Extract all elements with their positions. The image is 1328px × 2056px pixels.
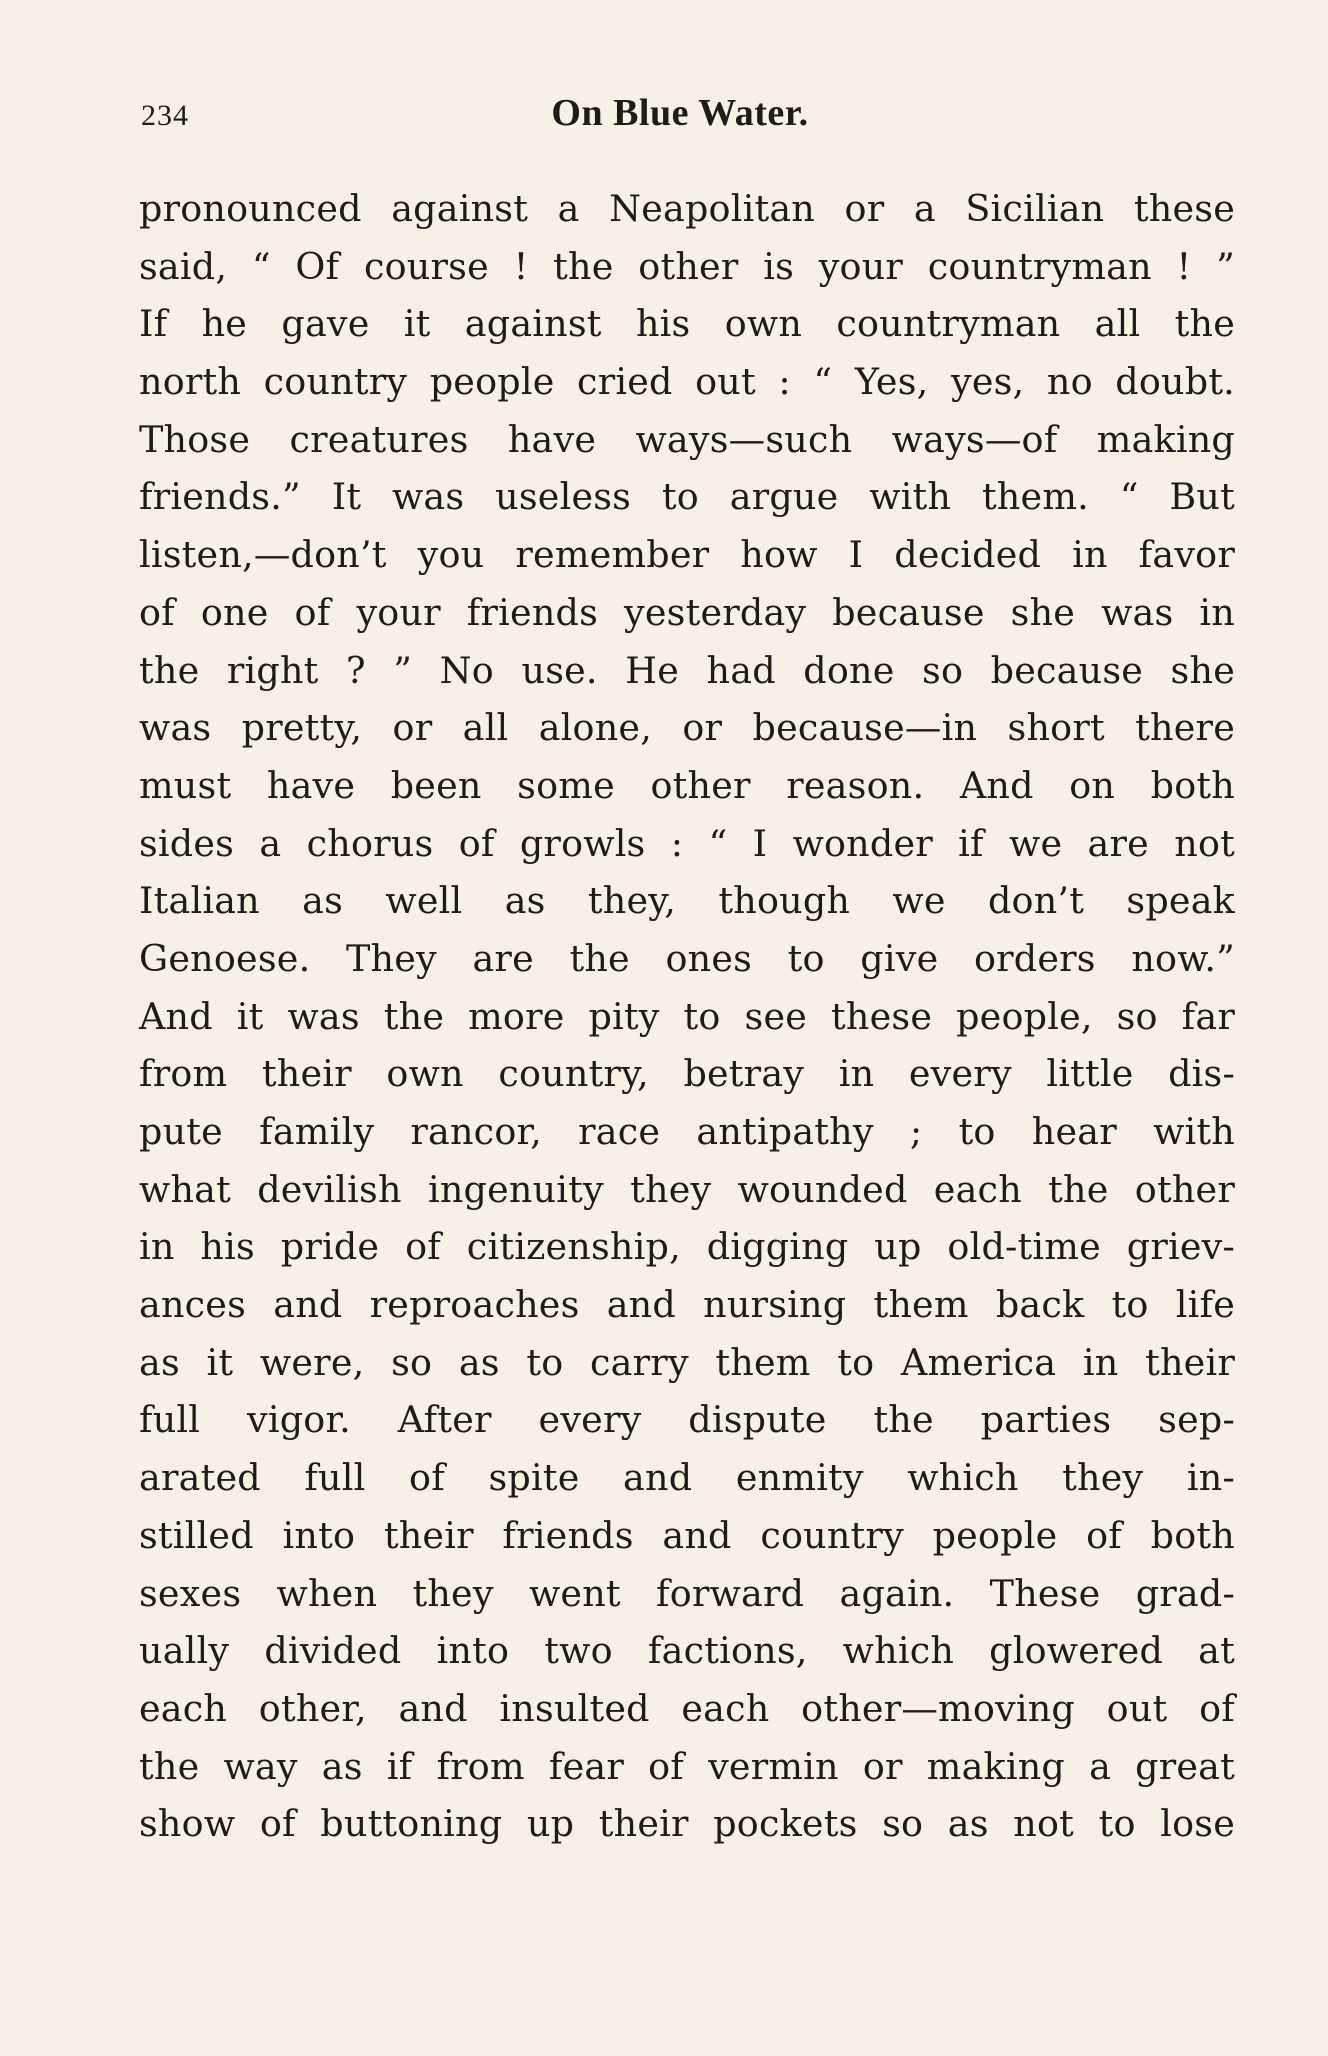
text-line: sexes when they went forward again. These grad- bbox=[139, 1571, 1235, 1615]
text-line: ually divided into two factions, which glowered at bbox=[139, 1629, 1235, 1673]
text-line: Italian as well as they, though we don’t speak bbox=[139, 879, 1235, 923]
text-line: must have been some other reason. And on both bbox=[139, 763, 1235, 807]
text-line: If he gave it against his own countryman all the bbox=[139, 302, 1235, 346]
body-text bbox=[139, 180, 1235, 1853]
text-line: each other, and insulted each other—moving out of bbox=[139, 1686, 1235, 1730]
text-line: friends.” It was useless to argue with them. “ But bbox=[139, 475, 1235, 519]
text-line: of one of your friends yesterday because she was in bbox=[139, 590, 1235, 634]
text-line: pronounced against a Neapolitan or a Sicilian these bbox=[139, 187, 1235, 230]
page-number: 234 bbox=[141, 99, 189, 132]
text-line: Genoese. They are the ones to give orders now.” bbox=[139, 936, 1235, 980]
text-line: arated full of spite and enmity which they in- bbox=[139, 1456, 1235, 1500]
text-line: the way as if from fear of vermin or making a great bbox=[139, 1744, 1235, 1788]
text-line: full vigor. After every dispute the parties sep- bbox=[139, 1398, 1235, 1442]
text-line: sides a chorus of growls : “ I wonder if we are not bbox=[139, 821, 1235, 865]
text-line: pute family rancor, race antipathy ; to hear with bbox=[139, 1110, 1235, 1153]
text-line: said, “ Of course ! the other is your countryman ! ” bbox=[139, 244, 1235, 288]
text-line: listen,—don’t you remember how I decided in favor bbox=[139, 533, 1235, 577]
text-line: the right ? ” No use. He had done so because she bbox=[139, 648, 1235, 692]
text-line: ances and reproaches and nursing them back to life bbox=[139, 1283, 1235, 1327]
text-line: as it were, so as to carry them to America in their bbox=[139, 1340, 1235, 1384]
running-title: On Blue Water. bbox=[551, 92, 809, 134]
text-line: stilled into their friends and country people of both bbox=[139, 1513, 1235, 1557]
text-line: And it was the more pity to see these people, so far bbox=[139, 994, 1235, 1038]
text-line: what devilish ingenuity they wounded each the other bbox=[139, 1167, 1235, 1211]
text-line: Those creatures have ways—such ways—of making bbox=[139, 417, 1235, 461]
text-line: north country people cried out : “ Yes, yes, no doubt. bbox=[139, 360, 1235, 404]
text-line: from their own country, betray in every little dis- bbox=[139, 1052, 1235, 1096]
text-line: was pretty, or all alone, or because—in short there bbox=[139, 706, 1235, 750]
text-line: in his pride of citizenship, digging up old-time griev- bbox=[139, 1225, 1235, 1269]
text-line: show of buttoning up their pockets so as not to lose bbox=[139, 1802, 1235, 1846]
